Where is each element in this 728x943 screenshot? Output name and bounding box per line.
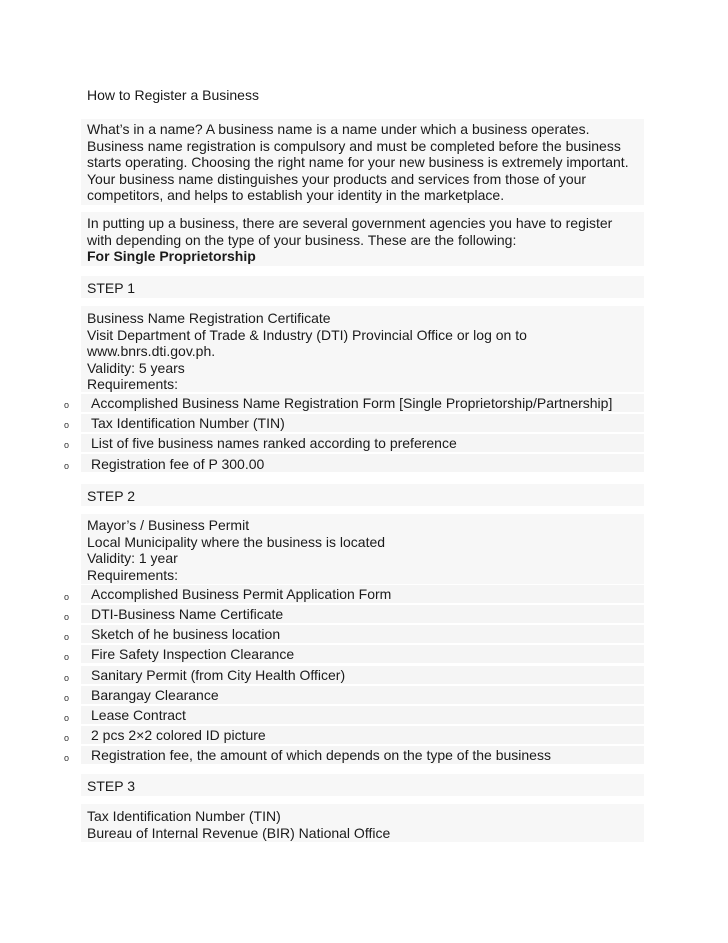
- step1-label-bg: [81, 276, 644, 298]
- document-title: How to Register a Business: [87, 87, 259, 103]
- list-item: Fire Safety Inspection Clearance: [91, 646, 295, 662]
- step2-desc: Local Municipality where the business is located: [87, 533, 386, 550]
- step2-title: Mayor’s / Business Permit: [87, 517, 250, 533]
- bullet-icon: o: [64, 400, 70, 410]
- list-item: 2 pcs 2×2 colored ID picture: [91, 727, 266, 743]
- intro-line: Your business name distinguishes your products and services from those of your: [87, 170, 587, 187]
- list-item: Tax Identification Number (TIN): [91, 415, 285, 431]
- step3-desc: Bureau of Internal Revenue (BIR) National Office: [87, 824, 391, 841]
- step1-validity: Validity: 5 years: [87, 359, 185, 376]
- step2-label-bg: [81, 484, 644, 506]
- step2-requirements-label: Requirements:: [87, 566, 179, 583]
- list-item: Barangay Clearance: [91, 687, 219, 703]
- bullet-icon: o: [64, 592, 70, 602]
- bullet-icon: o: [64, 693, 70, 703]
- intro-line: competitors, and helps to establish your identity in the marketplace.: [87, 187, 505, 203]
- list-item: Sketch of he business location: [91, 626, 281, 642]
- agencies-line: with depending on the type of your business. These are the following:: [87, 231, 517, 248]
- bullet-icon: o: [64, 420, 70, 430]
- step1-desc: www.bnrs.dti.gov.ph.: [87, 343, 216, 359]
- list-item: List of five business names ranked according to preference: [91, 435, 457, 451]
- bullet-icon: o: [64, 713, 70, 723]
- step1-title: Business Name Registration Certificate: [87, 310, 331, 326]
- agencies-line: In putting up a business, there are several government agencies you have to register: [87, 215, 613, 231]
- step3-label-bg: [81, 774, 644, 796]
- step2-label: STEP 2: [87, 488, 135, 504]
- bullet-icon: o: [64, 733, 70, 743]
- step1-label: STEP 1: [87, 280, 135, 296]
- bullet-icon: o: [64, 632, 70, 642]
- bullet-icon: o: [64, 753, 70, 763]
- bullet-icon: o: [64, 652, 70, 662]
- list-item: Registration fee of P 300.00: [91, 456, 265, 472]
- intro-line: Business name registration is compulsory and must be completed before the business: [87, 137, 621, 154]
- step1-requirements-label: Requirements:: [87, 376, 179, 392]
- list-item: Sanitary Permit (from City Health Officer): [91, 667, 346, 683]
- step3-label: STEP 3: [87, 778, 135, 794]
- section-heading: For Single Proprietorship: [87, 248, 256, 264]
- bullet-icon: o: [64, 440, 70, 450]
- bullet-icon: o: [64, 461, 70, 471]
- step1-desc: Visit Department of Trade & Industry (DTI) Provincial Office or log on to: [87, 326, 527, 343]
- bullet-icon: o: [64, 612, 70, 622]
- step2-validity: Validity: 1 year: [87, 550, 178, 566]
- intro-line: starts operating. Choosing the right name for your new business is extremely important.: [87, 154, 629, 170]
- list-item: Lease Contract: [91, 707, 186, 723]
- intro-line: What’s in a name? A business name is a name under which a business operates.: [87, 121, 590, 137]
- step3-title: Tax Identification Number (TIN): [87, 808, 281, 824]
- bullet-icon: o: [64, 673, 70, 683]
- list-item: Registration fee, the amount of which depends on the type of the business: [91, 747, 551, 763]
- list-item: DTI-Business Name Certificate: [91, 606, 284, 622]
- list-item: Accomplished Business Name Registration Form [Single Proprietorship/Partnership]: [91, 395, 613, 411]
- list-item: Accomplished Business Permit Application Form: [91, 586, 392, 602]
